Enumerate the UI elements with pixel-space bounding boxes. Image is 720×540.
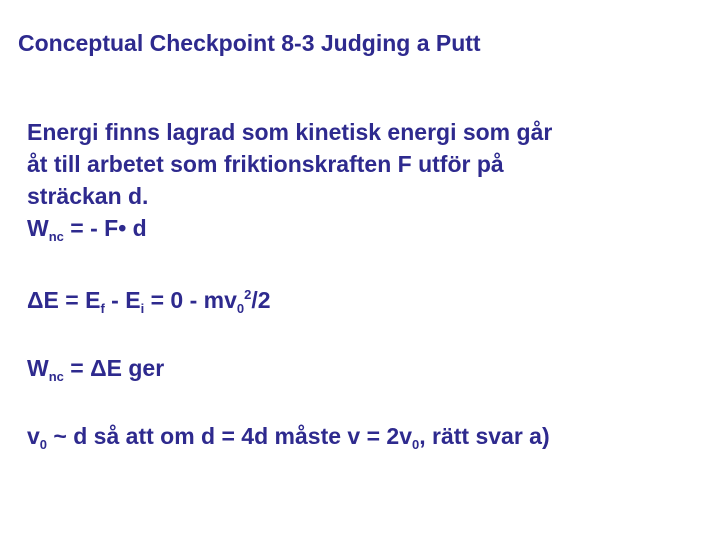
conclusion-sub-0a: 0 bbox=[39, 437, 48, 452]
work-energy-equation bbox=[27, 352, 164, 384]
work-formula bbox=[27, 212, 552, 244]
explanation-line-1: Energi finns lagrad som kinetisk energi som går bbox=[27, 119, 553, 145]
energy-eq-part-3: = 0 - mv bbox=[144, 287, 237, 313]
conclusion-part-1: ~ d så att om d = 4d måste v = 2v bbox=[47, 423, 412, 449]
slide-title: Conceptual Checkpoint 8-3 Judging a Putt bbox=[18, 30, 481, 56]
work-eq-sub-nc: nc bbox=[48, 369, 64, 384]
work-formula-rest: = - F• d bbox=[63, 215, 147, 241]
energy-eq-part-1: ΔE = E bbox=[27, 287, 101, 313]
energy-change-equation bbox=[27, 284, 271, 316]
energy-eq-sub-f: f bbox=[100, 301, 105, 316]
conclusion-v: v bbox=[27, 423, 40, 449]
conclusion-part-2: , rätt svar a) bbox=[419, 423, 550, 449]
energy-eq-sup-2: 2 bbox=[244, 287, 252, 302]
work-eq-w: W bbox=[27, 355, 49, 381]
work-symbol: W bbox=[27, 215, 49, 241]
explanation-paragraph bbox=[27, 116, 552, 244]
explanation-line-3: sträckan d. bbox=[27, 183, 149, 209]
energy-eq-sub-i: i bbox=[140, 301, 145, 316]
energy-eq-part-4: /2 bbox=[251, 287, 271, 313]
energy-eq-part-2: - E bbox=[104, 287, 141, 313]
work-eq-rest: = ΔE ger bbox=[63, 355, 165, 381]
conclusion-line bbox=[27, 420, 550, 452]
energy-eq-sub-0: 0 bbox=[236, 301, 245, 316]
explanation-line-2: åt till arbetet som friktionskraften F utför på bbox=[27, 151, 504, 177]
conclusion-sub-0b: 0 bbox=[412, 437, 420, 452]
work-subscript: nc bbox=[48, 229, 64, 244]
